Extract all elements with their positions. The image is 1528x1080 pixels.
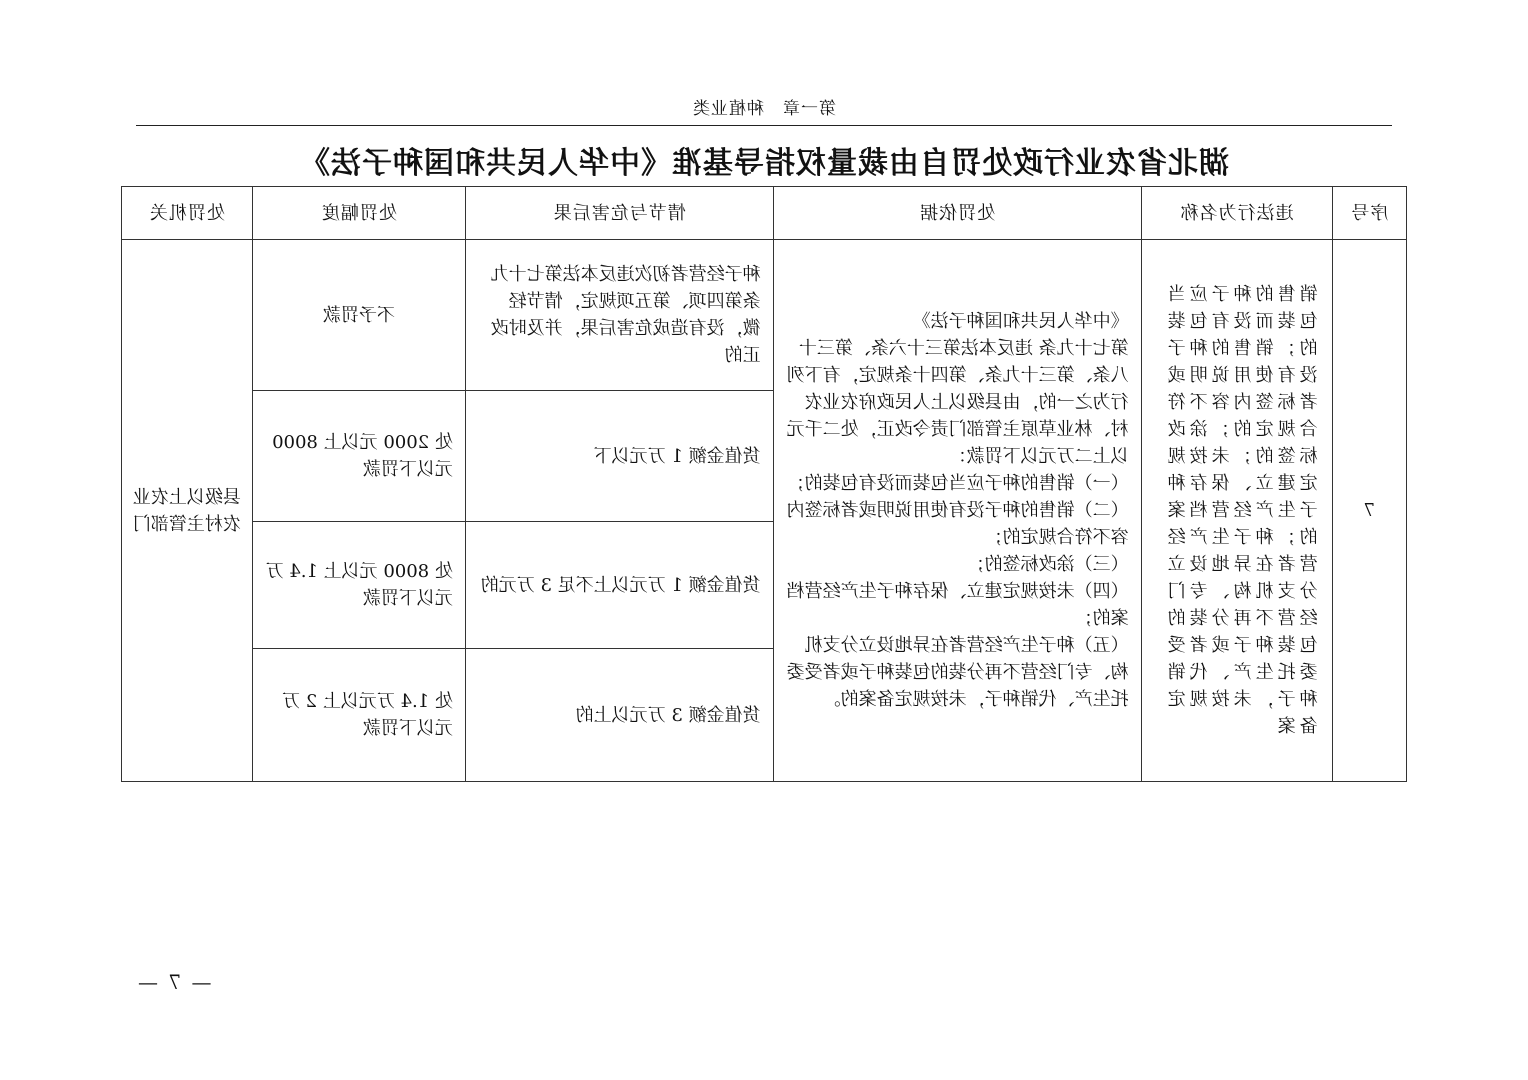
range-cell: 处 8000 元以上 1.4 万元以下罚款: [252, 522, 465, 649]
header-basis: 处罚依据: [773, 187, 1141, 240]
range-cell: 不予罚款: [252, 240, 465, 391]
plot-cell: 货值金额 1 万元以上不足 3 万元的: [465, 522, 773, 649]
seq-cell: 7: [1332, 240, 1406, 782]
range-cell: 处 1.4 万元以上 2 万元以下罚款: [252, 649, 465, 782]
table-row: [122, 240, 1407, 391]
basis-line: 第七十九条 违反本法第三十六条、第三十八条、第三十九条、第四十条规定，有下列行为之一的，由县级以上人民政府农业农村、林业草原主管部门责令改正，处二千元以上二万元以下罚款：: [786, 338, 1129, 467]
table-header-row: [122, 187, 1407, 240]
header-authority: 处罚机关: [122, 187, 253, 240]
basis-line: （三）涂改标签的；: [966, 554, 1129, 575]
range-cell: 处 2000 元以上 8000 元以下罚款: [252, 391, 465, 522]
page-number: — 7 —: [136, 970, 212, 994]
header-rule: [136, 125, 1392, 126]
header-plot: 情节与危害后果: [465, 187, 773, 240]
basis-line: （五）种子生产经营者在异地设立分支机构、专门经营不再分装的包装种子或者受委托生产、代销种子，未按规定备案的。: [786, 635, 1129, 710]
plot-cell: 种子经营者初次违反本法第七十九条第四项、第五项规定，情节轻微，没有造成危害后果，并及时改正的: [465, 240, 773, 391]
basis-line: 《中华人民共和国种子法》: [912, 311, 1129, 332]
violation-name-cell: 销售的种子应当包装而没有包装的；销售的种子没有使用说明或者标签内容不符合规定的；涂改标签的；未按规定建立、保存种子生产经营档案的；种子生产经营者在异地设立分支机构、专门经营不再分装的包装种子或者受委托生产、代销种子，未按规定备案: [1141, 240, 1332, 782]
document-title: 湖北省农业行政处罚自由裁量权指导基准《中华人民共和国种子法》: [299, 146, 1229, 181]
plot-cell: 货值金额 3 万元以上的: [465, 649, 773, 782]
basis-line: （二）销售的种子没有使用说明或者标签内容不符合规定的；: [786, 500, 1129, 548]
penalty-table: [121, 186, 1407, 782]
plot-cell: 货值金额 1 万元以下: [465, 391, 773, 522]
header-seq: 序号: [1332, 187, 1406, 240]
basis-cell: [773, 240, 1141, 782]
header-range: 处罚幅度: [252, 187, 465, 240]
running-head: [0, 94, 1528, 119]
section-label: 种植业类: [692, 99, 764, 119]
authority-cell: 县级以上农业农村主管部门: [122, 240, 253, 782]
basis-line: （四）未按规定建立、保存种子生产经营档案的；: [786, 581, 1129, 629]
chapter-label: 第一章: [782, 99, 836, 119]
basis-line: （一）销售的种子应当包装而没有包装的；: [786, 473, 1129, 494]
header-violation-name: 违法行为名称: [1141, 187, 1332, 240]
